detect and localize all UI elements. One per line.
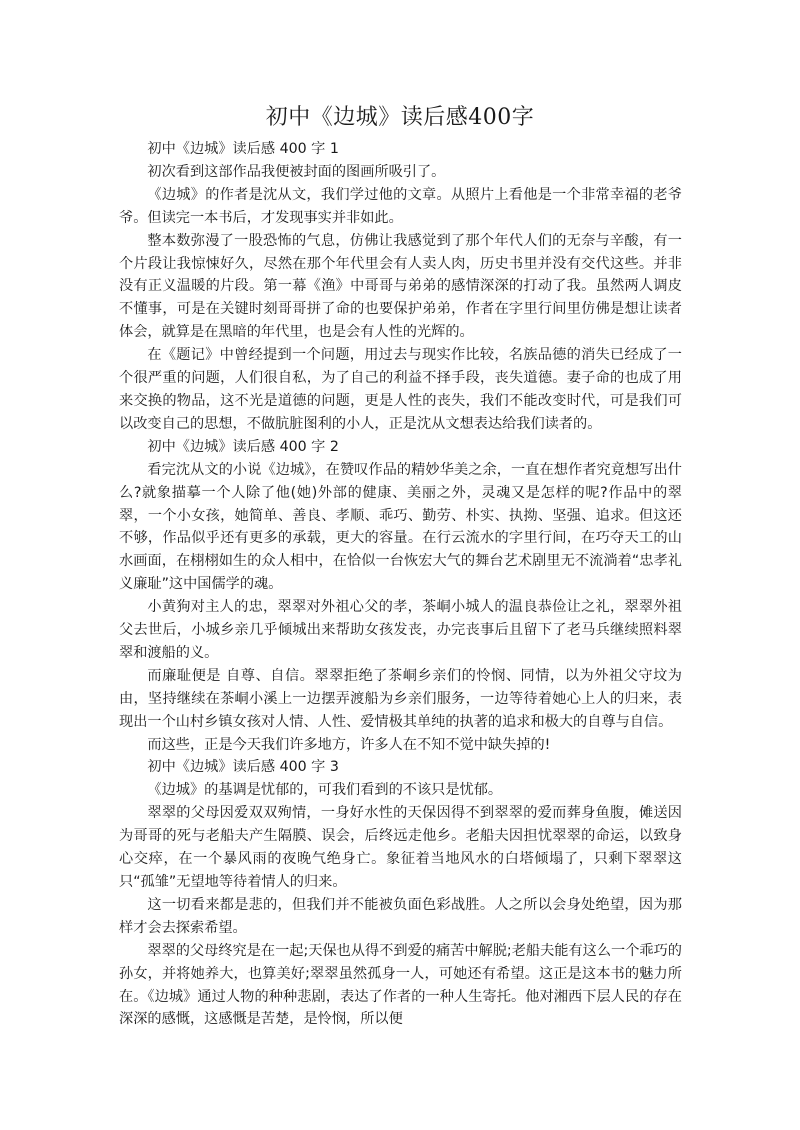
section-heading-1: 初中《边城》读后感 400 字 1: [147, 141, 339, 157]
paragraph: 小黄狗对主人的忠，翠翠对外祖心父的孝，茶峒小城人的温良恭俭让之礼，翠翠外祖父去世后，小城乡亲几乎倾城出来帮助女孩发丧，办完丧事后且留下了老马兵继续照料翠翠和渡船的义。: [119, 599, 682, 661]
paragraph: 而这些，正是今天我们许多地方，许多人在不知不觉中缺失掉的!: [147, 736, 551, 753]
paragraph: 《边城》的作者是沈从文，我们学过他的文章。从照片上看他是一个非常幸福的老爷爷。但读完一本书后，才发现事实并非如此。: [119, 186, 682, 226]
section-heading-3: 初中《边城》读后感 400 字 3: [147, 759, 339, 776]
document-title: 初中《边城》读后感400字: [265, 105, 535, 130]
paragraph: 看完沈从文的小说《边城》，在赞叹作品的精妙华美之余，一直在想作者究竟想写出什么?就象描摹一个人除了他(她)外部的健康、美丽之外，灵魂又是怎样的呢?作品中的翠翠，一个小女孩，她简单、善良、孝顺、乖巧、勤劳、朴实、执拗、坚强、追求。但这还不够，作品似乎还有更多的承载，更大的容量。在行云流水的字里行间，在巧夺天工的山水画面，在栩栩如生的众人相中，在恰似一台恢宏大气的舞台艺术剧里无不流淌着“忠孝礼义廉耻”这中国儒学的魂。: [119, 461, 682, 593]
paragraph: 初次看到这部作品我便被封面的图画所吸引了。: [147, 163, 446, 180]
paragraph: 而廉耻便是 自尊、自信。翠翠拒绝了茶峒乡亲们的怜悯、同情，以为外祖父守坟为由，坚持继续在茶峒小溪上一边摆弄渡船为乡亲们服务，一边等待着她心上人的归来，表现出一个山村乡镇女孩对人情、人性、爱情极其单纯的执著的追求和极大的自尊与自信。: [119, 667, 682, 730]
paragraph: 翠翠的父母终究是在一起;天保也从得不到爱的痛苦中解脱;老船夫能有这么一个乖巧的孙女，并将她养大，也算美好;翠翠虽然孤身一人，可她还有希望。这正是这本书的魅力所在。《边城》通过人物的种种悲剧，表达了作者的一种人生寄托。他对湘西下层人民的存在深深的感慨，这感慨是苦楚，是怜悯，所以便: [119, 942, 682, 1028]
section-heading-2: 初中《边城》读后感 400 字 2: [147, 438, 339, 455]
paragraph: 在《题记》中曾经提到一个问题，用过去与现实作比较，名族品德的消失已经成了一个很严重的问题，人们很自私，为了自己的利益不择手段，丧失道德。妻子命的也成了用来交换的物品，这不光是道德的问题，更是人性的丧失，我们不能改变时代，可是我们可以改变自己的思想，不做肮脏图利的小人，正是沈从文想表达给我们读者的。: [119, 347, 682, 432]
paragraph: 《边城》的基调是忧郁的，可我们看到的不该只是忧郁。: [147, 782, 503, 799]
paragraph: 整本数弥漫了一股恐怖的气息，仿佛让我感觉到了那个年代人们的无奈与辛酸，有一个片段让我惊悚好久，尽然在那个年代里会有人卖人肉，历史书里并没有交代这些。并非没有正义温暖的片段。第一幕《渔》中哥哥与弟弟的感情深深的打动了我。虽然两人调皮不懂事，可是在关键时刻哥哥拼了命的也要保护弟弟，作者在字里行间里仿佛是想让读者体会，就算是在黑暗的年代里，也是会有人性的光辉的。: [119, 232, 682, 341]
document-body: [119, 138, 682, 1031]
paragraph: 这一切看来都是悲的，但我们并不能被负面色彩战胜。人之所以会身处绝望，因为那样才会去探索希望。: [119, 896, 682, 936]
paragraph: 翠翠的父母因爱双双殉情，一身好水性的天保因得不到翠翠的爱而葬身鱼腹，傩送因为哥哥的死与老船夫产生隔膜、误会，后终远走他乡。老船夫因担忧翠翠的命运，以致身心交瘁，在一个暴风雨的夜晚气绝身亡。象征着当地风水的白塔倾塌了，只剩下翠翠这只“孤雏”无望地等待着情人的归来。: [119, 805, 682, 890]
